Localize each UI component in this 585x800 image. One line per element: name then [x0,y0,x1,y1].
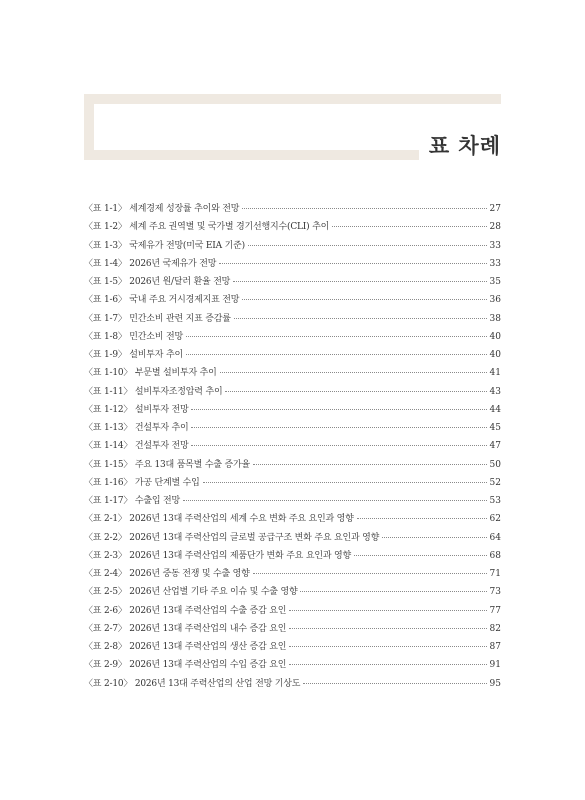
toc-entry-page-number: 44 [489,404,501,415]
toc-dot-leader [220,371,487,373]
toc-entry[interactable] [84,529,501,547]
toc-entry-page-number: 52 [489,477,501,488]
toc-dot-leader [186,353,487,355]
toc-entry[interactable] [84,255,501,273]
toc-entry-label: 〈표 1-9〉 설비투자 추이 [84,350,183,360]
toc-dot-leader [332,225,486,227]
toc-entry-label: 〈표 1-16〉 가공 단계별 수입 [84,477,200,488]
toc-entry[interactable] [84,656,501,674]
toc-entry[interactable] [84,328,501,346]
toc-dot-leader [234,317,487,319]
toc-entry-label: 〈표 2-5〉 2026년 산업별 기타 주요 이슈 및 수출 영향 [84,587,298,598]
toc-dot-leader [253,463,487,465]
toc-dot-leader [186,335,487,337]
toc-entry[interactable] [84,456,501,474]
toc-entry[interactable] [84,401,501,419]
toc-entry[interactable] [84,620,501,638]
toc-dot-leader [219,262,486,264]
toc-dot-leader [357,517,487,519]
toc-entry-label: 〈표 1-14〉 건설투자 전망 [84,441,189,452]
toc-entry-label: 〈표 1-8〉 민간소비 전망 [84,331,183,342]
toc-entry-page-number: 47 [489,441,501,452]
toc-dot-leader [289,663,486,665]
toc-entry[interactable] [84,310,501,328]
toc-entry-page-number: 82 [489,623,501,634]
toc-entry-page-number: 27 [489,204,501,214]
toc-entry[interactable] [84,273,501,291]
toc-entry-label: 〈표 2-9〉 2026년 13대 주력산업의 수입 증감 요인 [84,660,287,671]
toc-entry-label: 〈표 1-1〉 세계경제 성장률 추이와 전망 [84,204,240,214]
toc-entry[interactable] [84,291,501,309]
toc-entry[interactable] [84,547,501,565]
toc-dot-leader [289,609,486,611]
toc-entry-page-number: 50 [489,459,501,470]
toc-entry-page-number: 40 [489,331,501,342]
toc-dot-leader [303,682,486,684]
toc-entry[interactable] [84,638,501,656]
toc-dot-leader [191,408,486,410]
toc-entry[interactable] [84,492,501,510]
toc-entry-label: 〈표 1-12〉 설비투자 전망 [84,404,189,415]
toc-dot-leader [203,481,487,483]
toc-entry-page-number: 71 [489,569,501,579]
toc-entry[interactable] [84,419,501,437]
toc-dot-leader [300,590,486,592]
toc-entry-label: 〈표 1-17〉 수출입 전망 [84,496,180,506]
toc-entry-page-number: 91 [489,660,501,671]
toc-dot-leader [233,280,486,282]
toc-dot-leader [225,390,486,392]
toc-entry-label: 〈표 2-2〉 2026년 13대 주력산업의 글로벌 공급구조 변화 주요 요인과 영향 [84,532,380,543]
toc-entry-page-number: 87 [489,642,501,652]
toc-entry-page-number: 35 [489,277,501,287]
toc-entry-label: 〈표 1-3〉 국제유가 전망(미국 EIA 기준) [84,240,245,251]
toc-entry-page-number: 28 [489,222,501,233]
toc-entry-page-number: 64 [489,532,501,543]
toc-entry[interactable] [84,346,501,364]
toc-entry[interactable] [84,583,501,601]
toc-entry-label: 〈표 2-3〉 2026년 13대 주력산업의 제품단가 변화 주요 요인과 영향 [84,550,351,561]
toc-entry-label: 〈표 1-11〉 설비투자조정압력 추이 [84,386,223,397]
toc-dot-leader [382,536,486,538]
toc-entry[interactable] [84,510,501,528]
toc-entry-label: 〈표 2-1〉 2026년 13대 주력산업의 세계 수요 변화 주요 요인과 영향 [84,514,354,525]
toc-dot-leader [242,298,486,300]
toc-entry-page-number: 43 [489,386,501,397]
toc-entry-page-number: 95 [489,678,501,689]
toc-entry-page-number: 38 [489,313,501,324]
toc-entry-label: 〈표 1-15〉 주요 13대 품목별 수출 증가율 [84,459,250,470]
toc-dot-leader [289,645,486,647]
toc-entry[interactable] [84,437,501,455]
toc-entry-page-number: 40 [489,350,501,360]
toc-entry[interactable] [84,364,501,382]
toc-dot-leader [354,554,487,556]
toc-dot-leader [191,444,486,446]
toc-entry-label: 〈표 2-7〉 2026년 13대 주력산업의 내수 증감 요인 [84,623,287,634]
toc-entry-label: 〈표 2-4〉 2026년 중동 전쟁 및 수출 영향 [84,569,250,579]
toc-dot-leader [289,627,486,629]
toc-entry-label: 〈표 1-4〉 2026년 국제유가 전망 [84,258,217,269]
toc-entry-label: 〈표 1-10〉 부문별 설비투자 추이 [84,368,217,379]
toc-entry-label: 〈표 1-5〉 2026년 원/달러 환율 전망 [84,277,231,287]
toc-entry-page-number: 45 [489,423,501,433]
toc-entry-page-number: 68 [489,550,501,561]
toc-dot-leader [248,244,487,246]
toc-entry[interactable] [84,200,501,218]
toc-entry-page-number: 73 [489,587,501,598]
toc-entry[interactable] [84,565,501,583]
toc-dot-leader [183,499,487,501]
frame-top-bar [84,94,501,104]
toc-entry-label: 〈표 2-6〉 2026년 13대 주력산업의 수출 증감 요인 [84,605,287,616]
toc-entry[interactable] [84,218,501,236]
toc-entry-page-number: 77 [489,605,501,616]
toc-entry[interactable] [84,383,501,401]
toc-entry-label: 〈표 1-6〉 국내 주요 거시경제지표 전망 [84,295,240,306]
toc-entry[interactable] [84,675,501,693]
toc-entry-page-number: 62 [489,514,501,525]
toc-entry-page-number: 33 [489,240,501,251]
page-title: 표 차례 [428,134,501,158]
frame-bottom-bar [84,150,419,160]
toc-entry-page-number: 41 [489,368,501,379]
toc-entry-page-number: 36 [489,295,501,306]
toc-entry-label: 〈표 2-8〉 2026년 13대 주력산업의 생산 증감 요인 [84,642,287,652]
toc-dot-leader [191,426,486,428]
toc-entry[interactable] [84,237,501,255]
toc-dot-leader [242,207,486,209]
toc-entry-label: 〈표 1-13〉 건설투자 추이 [84,423,189,433]
toc-entry-label: 〈표 2-10〉 2026년 13대 주력산업의 산업 전망 기상도 [84,678,301,689]
toc-entry-page-number: 33 [489,258,501,269]
toc-entry-page-number: 53 [489,496,501,506]
toc-entry-label: 〈표 1-7〉 민간소비 관련 지표 증감률 [84,313,231,324]
toc-entry-label: 〈표 1-2〉 세계 주요 권역별 및 국가별 경기선행지수(CLI) 추이 [84,222,330,233]
toc-dot-leader [253,572,487,574]
toc-entry[interactable] [84,602,501,620]
table-of-contents-list [84,200,501,693]
toc-entry[interactable] [84,474,501,492]
